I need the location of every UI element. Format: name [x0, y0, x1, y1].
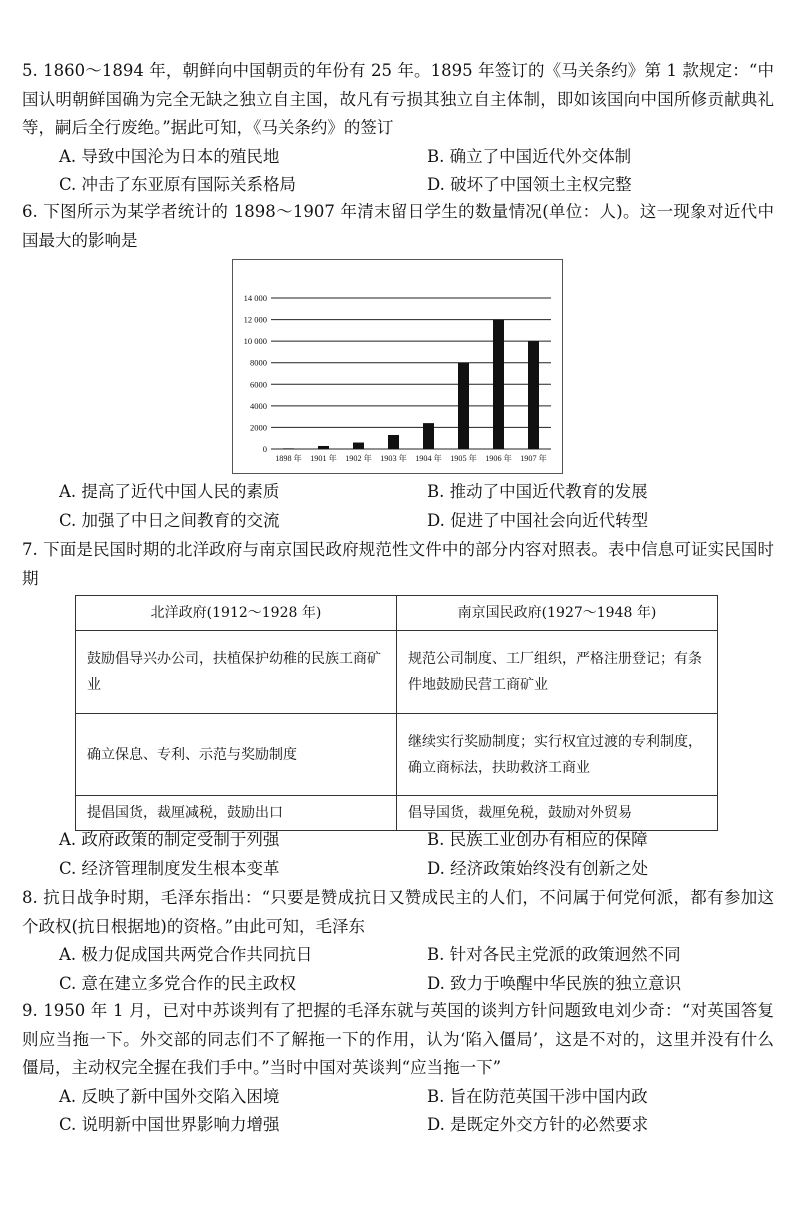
bar	[353, 443, 364, 449]
question-7-stem: 7. 下面是民国时期的北洋政府与南京国民政府规范性文件中的部分内容对照表。表中信息可证实民国时期	[22, 540, 774, 588]
option-b[interactable]: B. 民族工业创办有相应的保障	[427, 830, 648, 849]
x-tick-label: 1902 年	[345, 454, 372, 463]
bar	[283, 448, 294, 449]
x-tick-label: 1905 年	[450, 454, 477, 463]
question-6-options-block	[22, 478, 774, 535]
option-c[interactable]: C. 冲击了东亚原有国际关系格局	[59, 175, 297, 194]
y-tick-label: 14 000	[243, 293, 267, 303]
table-cell: 倡导国货，裁厘免税，鼓励对外贸易	[397, 796, 718, 831]
y-tick-label: 10 000	[243, 336, 267, 347]
option-c[interactable]: C. 意在建立多党合作的民主政权	[59, 973, 297, 993]
question-7	[22, 536, 774, 593]
question-8-options	[22, 941, 774, 998]
question-5-stem: 5. 1860～1894 年，朝鲜向中国朝贡的年份有 25 年。1895 年签订的《马关条约》第 1 款规定：“中国认明朝鲜国确为完全无缺之独立自主国，故凡有亏损其独立自主体制，即如该国向中国所修贡献典礼等，嗣后全行废绝。”据此可知，《马关条约》的签订	[22, 61, 774, 137]
question-5	[22, 57, 774, 200]
table-header-row	[76, 596, 718, 631]
y-tick-label: 8000	[250, 357, 267, 368]
y-tick-label: 2000	[250, 422, 267, 433]
x-tick-label: 1906 年	[485, 454, 512, 463]
option-c[interactable]: C. 加强了中日之间教育的交流	[59, 510, 280, 530]
option-d[interactable]: D. 破坏了中国领土主权完整	[427, 175, 632, 194]
table-cell: 提倡国货，裁厘减税，鼓励出口	[76, 796, 397, 831]
table-cell: 鼓励倡导兴办公司，扶植保护幼稚的民族工商矿业	[76, 631, 397, 714]
table-cell: 规范公司制度、工厂组织，严格注册登记；有条件地鼓励民营工商矿业	[397, 631, 718, 714]
question-9-options	[22, 1083, 774, 1140]
question-6-options	[22, 478, 774, 535]
question-9-stem: 9. 1950 年 1 月，已对中苏谈判有了把握的毛泽东就与英国的谈判方针问题致电刘少奇：“对英国答复则应当拖一下。外交部的同志们不了解拖一下的作用，认为‘陷入僵局’，这是不对的，这里并没有什么僵局，主动权完全握在我们手中。”当时中国对英谈判“应当拖一下”	[22, 1001, 774, 1077]
x-tick-label: 1898 年	[275, 454, 302, 463]
question-9	[22, 997, 774, 1140]
option-c[interactable]: C. 说明新中国世界影响力增强	[59, 1115, 280, 1134]
option-d[interactable]: D. 经济政策始终没有创新之处	[427, 858, 649, 878]
option-b[interactable]: B. 旨在防范英国干涉中国内政	[427, 1086, 648, 1106]
y-tick-label: 6000	[250, 379, 267, 390]
question-7-options	[22, 826, 774, 883]
option-a[interactable]: A. 导致中国沦为日本的殖民地	[59, 146, 280, 166]
table-cell: 确立保息、专利、示范与奖励制度	[76, 714, 397, 796]
question-8	[22, 884, 774, 998]
question-6	[22, 198, 774, 255]
table-row	[76, 631, 718, 714]
question-5-options	[22, 143, 774, 200]
option-a[interactable]: A. 提高了近代中国人民的素质	[59, 482, 280, 501]
option-a[interactable]: A. 政府政策的制定受制于列强	[59, 830, 280, 849]
option-b[interactable]: B. 推动了中国近代教育的发展	[427, 482, 648, 501]
comparison-table	[75, 595, 718, 831]
x-tick-label: 1903 年	[380, 454, 407, 463]
table-row	[76, 714, 718, 796]
y-tick-label: 0	[262, 444, 267, 454]
option-c[interactable]: C. 经济管理制度发生根本变革	[59, 858, 280, 878]
table-header-nanjing: 南京国民政府(1927～1948 年)	[397, 596, 718, 631]
y-tick-label: 12 000	[243, 314, 267, 325]
table-header-beiyang: 北洋政府(1912～1928 年)	[76, 596, 397, 631]
bar	[458, 363, 469, 449]
bar	[528, 341, 539, 449]
option-a[interactable]: A. 极力促成国共两党合作共同抗日	[59, 945, 313, 964]
option-b[interactable]: B. 确立了中国近代外交体制	[427, 146, 632, 166]
x-tick-label: 1904 年	[415, 454, 442, 463]
option-a[interactable]: A. 反映了新中国外交陷入困境	[59, 1086, 280, 1106]
option-b[interactable]: B. 针对各民主党派的政策迥然不同	[427, 945, 681, 964]
option-d[interactable]: D. 致力于唤醒中华民族的独立意识	[427, 973, 682, 993]
table-cell: 继续实行奖励制度；实行权宜过渡的专利制度，确立商标法，扶助救济工商业	[397, 714, 718, 796]
bar	[388, 435, 399, 449]
option-d[interactable]: D. 是既定外交方针的必然要求	[427, 1115, 649, 1134]
chart-svg	[233, 260, 562, 473]
bar	[493, 320, 504, 449]
y-tick-label: 4000	[250, 400, 267, 411]
students-bar-chart	[232, 259, 563, 474]
x-tick-label: 1907 年	[520, 454, 547, 463]
option-d[interactable]: D. 促进了中国社会向近代转型	[427, 510, 649, 530]
question-8-stem: 8. 抗日战争时期，毛泽东指出：“只要是赞成抗日又赞成民主的人们，不问属于何党何派，都有参加这个政权(抗日根据地)的资格。”由此可知，毛泽东	[22, 888, 774, 936]
x-tick-label: 1901 年	[310, 454, 337, 463]
bar	[423, 423, 434, 449]
question-7-options-block	[22, 826, 774, 883]
question-6-stem: 6. 下图所示为某学者统计的 1898～1907 年清末留日学生的数量情况(单位：人)。这一现象对近代中国最大的影响是	[22, 202, 774, 250]
bar	[318, 446, 329, 449]
